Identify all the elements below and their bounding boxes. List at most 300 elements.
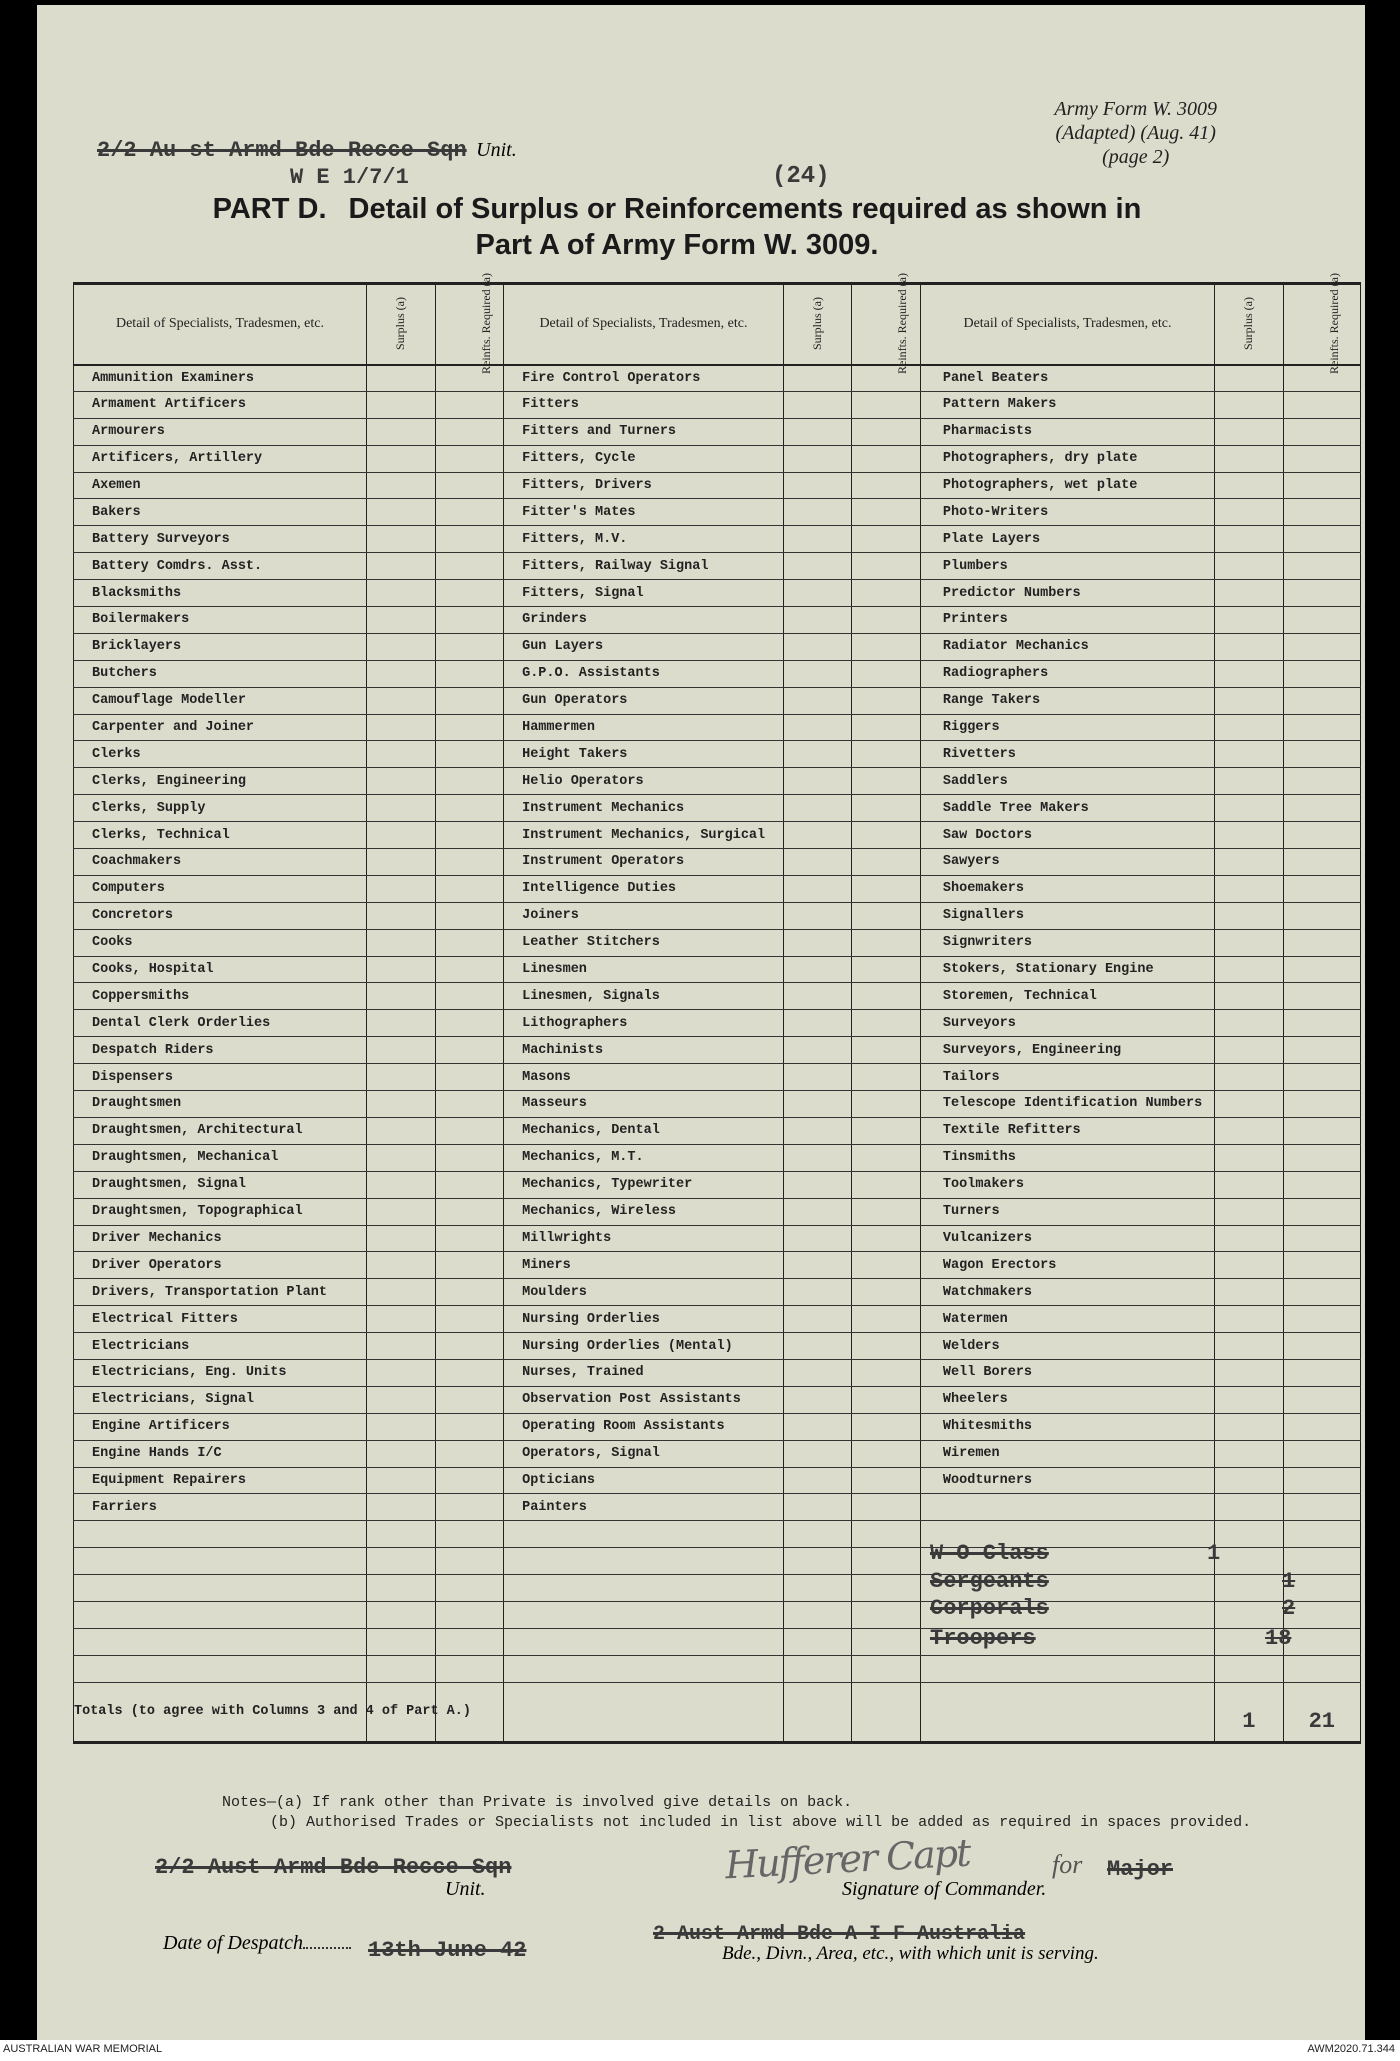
reinfts-cell[interactable] (1283, 365, 1360, 392)
blank-cell[interactable] (74, 1655, 367, 1682)
surplus-cell[interactable] (367, 1440, 436, 1467)
reinfts-cell[interactable] (1283, 795, 1360, 822)
surplus-cell[interactable] (783, 633, 852, 660)
reinfts-cell[interactable] (1283, 1279, 1360, 1306)
reinfts-cell[interactable] (435, 795, 504, 822)
reinfts-cell[interactable] (1283, 1306, 1360, 1333)
reinfts-cell[interactable] (435, 1386, 504, 1413)
surplus-cell[interactable] (783, 1064, 852, 1091)
surplus-cell[interactable] (367, 875, 436, 902)
surplus-cell[interactable] (783, 875, 852, 902)
reinfts-cell[interactable] (852, 795, 921, 822)
surplus-cell[interactable] (1215, 633, 1284, 660)
surplus-cell[interactable] (1215, 472, 1284, 499)
reinfts-cell[interactable] (1283, 875, 1360, 902)
reinfts-cell[interactable] (1283, 1171, 1360, 1198)
surplus-cell[interactable] (1215, 1037, 1284, 1064)
reinfts-cell[interactable] (435, 687, 504, 714)
surplus-cell[interactable] (783, 1386, 852, 1413)
blank-cell[interactable] (852, 1548, 921, 1575)
surplus-cell[interactable] (1215, 1467, 1284, 1494)
reinfts-cell[interactable] (435, 849, 504, 876)
reinfts-cell[interactable] (435, 902, 504, 929)
surplus-cell[interactable] (1215, 526, 1284, 553)
surplus-cell[interactable] (783, 1010, 852, 1037)
surplus-cell[interactable] (1215, 795, 1284, 822)
surplus-cell[interactable] (783, 1413, 852, 1440)
blank-cell[interactable] (852, 1521, 921, 1548)
reinfts-cell[interactable] (1283, 472, 1360, 499)
surplus-cell[interactable] (367, 983, 436, 1010)
reinfts-cell[interactable] (1283, 660, 1360, 687)
blank-cell[interactable] (435, 1628, 504, 1655)
reinfts-cell[interactable] (852, 607, 921, 634)
surplus-cell[interactable] (783, 499, 852, 526)
reinfts-cell[interactable] (852, 1091, 921, 1118)
reinfts-cell[interactable] (1283, 768, 1360, 795)
surplus-cell[interactable] (783, 526, 852, 553)
reinfts-cell[interactable] (435, 418, 504, 445)
reinfts-cell[interactable] (1283, 1252, 1360, 1279)
surplus-cell[interactable] (1215, 902, 1284, 929)
reinfts-cell[interactable] (852, 714, 921, 741)
reinfts-cell[interactable] (435, 1010, 504, 1037)
surplus-cell[interactable] (1215, 445, 1284, 472)
reinfts-cell[interactable] (435, 1171, 504, 1198)
surplus-cell[interactable] (783, 1306, 852, 1333)
surplus-cell[interactable] (783, 795, 852, 822)
surplus-cell[interactable] (1215, 1333, 1284, 1360)
blank-cell[interactable] (1283, 1521, 1360, 1548)
reinfts-cell[interactable] (852, 1386, 921, 1413)
blank-cell[interactable] (504, 1628, 784, 1655)
surplus-cell[interactable] (1215, 1413, 1284, 1440)
reinfts-cell[interactable] (435, 1467, 504, 1494)
reinfts-cell[interactable] (1283, 499, 1360, 526)
reinfts-cell[interactable] (435, 365, 504, 392)
blank-cell[interactable] (74, 1575, 367, 1602)
reinfts-cell[interactable] (852, 741, 921, 768)
blank-cell[interactable] (367, 1521, 436, 1548)
surplus-cell[interactable] (1215, 849, 1284, 876)
reinfts-cell[interactable] (435, 526, 504, 553)
reinfts-cell[interactable] (435, 633, 504, 660)
surplus-cell[interactable] (367, 1037, 436, 1064)
surplus-cell[interactable] (367, 1306, 436, 1333)
surplus-cell[interactable] (1215, 1010, 1284, 1037)
reinfts-cell[interactable] (852, 580, 921, 607)
reinfts-cell[interactable] (852, 1440, 921, 1467)
surplus-cell[interactable] (1215, 391, 1284, 418)
reinfts-cell[interactable] (1283, 1117, 1360, 1144)
reinfts-cell[interactable] (1283, 1386, 1360, 1413)
reinfts-cell[interactable] (852, 1225, 921, 1252)
reinfts-cell[interactable] (435, 1064, 504, 1091)
blank-cell[interactable] (367, 1601, 436, 1628)
surplus-cell[interactable] (783, 660, 852, 687)
blank-cell[interactable] (852, 1655, 921, 1682)
surplus-cell[interactable] (367, 553, 436, 580)
reinfts-cell[interactable] (852, 875, 921, 902)
surplus-cell[interactable] (1215, 553, 1284, 580)
blank-cell[interactable] (783, 1521, 852, 1548)
reinfts-cell[interactable] (435, 445, 504, 472)
reinfts-cell[interactable] (1283, 1413, 1360, 1440)
surplus-cell[interactable] (367, 1198, 436, 1225)
blank-cell[interactable] (504, 1655, 784, 1682)
reinfts-cell[interactable] (852, 1333, 921, 1360)
reinfts-cell[interactable] (435, 768, 504, 795)
surplus-cell[interactable] (367, 365, 436, 392)
reinfts-cell[interactable] (852, 1064, 921, 1091)
surplus-cell[interactable] (783, 391, 852, 418)
reinfts-cell[interactable] (1283, 714, 1360, 741)
surplus-cell[interactable] (1215, 741, 1284, 768)
surplus-cell[interactable] (1215, 875, 1284, 902)
surplus-cell[interactable] (783, 714, 852, 741)
surplus-cell[interactable] (783, 822, 852, 849)
reinfts-cell[interactable] (435, 553, 504, 580)
surplus-cell[interactable] (367, 633, 436, 660)
reinfts-cell[interactable] (435, 1037, 504, 1064)
blank-cell[interactable] (920, 1655, 1214, 1682)
blank-cell[interactable] (783, 1655, 852, 1682)
reinfts-cell[interactable] (435, 1144, 504, 1171)
reinfts-cell[interactable] (1283, 580, 1360, 607)
reinfts-cell[interactable] (852, 956, 921, 983)
reinfts-cell[interactable] (435, 875, 504, 902)
reinfts-cell[interactable] (1283, 822, 1360, 849)
surplus-cell[interactable] (367, 902, 436, 929)
blank-cell[interactable] (504, 1575, 784, 1602)
surplus-cell[interactable] (1215, 1171, 1284, 1198)
reinfts-cell[interactable] (1283, 391, 1360, 418)
blank-cell[interactable] (1215, 1655, 1284, 1682)
reinfts-cell[interactable] (435, 660, 504, 687)
surplus-cell[interactable] (1215, 929, 1284, 956)
surplus-cell[interactable] (367, 795, 436, 822)
surplus-cell[interactable] (783, 929, 852, 956)
surplus-cell[interactable] (783, 553, 852, 580)
surplus-cell[interactable] (367, 956, 436, 983)
surplus-cell[interactable] (1215, 1091, 1284, 1118)
blank-cell[interactable] (367, 1548, 436, 1575)
surplus-cell[interactable] (367, 1467, 436, 1494)
surplus-cell[interactable] (1215, 1252, 1284, 1279)
surplus-cell[interactable] (367, 1091, 436, 1118)
surplus-cell[interactable] (783, 741, 852, 768)
reinfts-cell[interactable] (852, 1198, 921, 1225)
reinfts-cell[interactable] (1283, 929, 1360, 956)
reinfts-cell[interactable] (852, 849, 921, 876)
surplus-cell[interactable] (367, 1117, 436, 1144)
blank-cell[interactable] (435, 1521, 504, 1548)
surplus-cell[interactable] (367, 714, 436, 741)
reinfts-cell[interactable] (1283, 1010, 1360, 1037)
reinfts-cell[interactable] (435, 1225, 504, 1252)
surplus-cell[interactable] (1215, 956, 1284, 983)
surplus-cell[interactable] (1215, 1279, 1284, 1306)
blank-cell[interactable] (1215, 1521, 1284, 1548)
reinfts-cell[interactable] (852, 499, 921, 526)
surplus-cell[interactable] (367, 391, 436, 418)
reinfts-cell[interactable] (852, 553, 921, 580)
reinfts-cell[interactable] (435, 607, 504, 634)
reinfts-cell[interactable] (852, 1359, 921, 1386)
blank-cell[interactable] (1215, 1548, 1284, 1575)
blank-cell[interactable] (74, 1548, 367, 1575)
surplus-cell[interactable] (367, 1359, 436, 1386)
reinfts-cell[interactable] (435, 983, 504, 1010)
reinfts-cell[interactable] (1283, 1037, 1360, 1064)
reinfts-cell[interactable] (1283, 849, 1360, 876)
blank-cell[interactable] (435, 1601, 504, 1628)
surplus-cell[interactable] (1215, 418, 1284, 445)
reinfts-cell[interactable] (1283, 1064, 1360, 1091)
surplus-cell[interactable] (367, 1386, 436, 1413)
blank-cell[interactable] (852, 1628, 921, 1655)
surplus-cell[interactable] (783, 687, 852, 714)
reinfts-cell[interactable] (852, 687, 921, 714)
blank-cell[interactable] (367, 1628, 436, 1655)
reinfts-cell[interactable] (435, 822, 504, 849)
blank-cell[interactable] (435, 1548, 504, 1575)
reinfts-cell[interactable] (852, 1467, 921, 1494)
reinfts-cell[interactable] (1283, 1440, 1360, 1467)
reinfts-cell[interactable] (1283, 687, 1360, 714)
surplus-cell[interactable] (783, 1359, 852, 1386)
reinfts-cell[interactable] (852, 902, 921, 929)
blank-cell[interactable] (783, 1548, 852, 1575)
reinfts-cell[interactable] (852, 365, 921, 392)
surplus-cell[interactable] (367, 849, 436, 876)
reinfts-cell[interactable] (435, 1198, 504, 1225)
surplus-cell[interactable] (783, 1440, 852, 1467)
surplus-cell[interactable] (367, 445, 436, 472)
surplus-cell[interactable] (783, 1117, 852, 1144)
reinfts-cell[interactable] (1283, 1359, 1360, 1386)
reinfts-cell[interactable] (852, 660, 921, 687)
surplus-cell[interactable] (783, 956, 852, 983)
reinfts-cell[interactable] (1283, 741, 1360, 768)
surplus-cell[interactable] (1215, 1359, 1284, 1386)
surplus-cell[interactable] (367, 472, 436, 499)
reinfts-cell[interactable] (852, 633, 921, 660)
surplus-cell[interactable] (367, 526, 436, 553)
reinfts-cell[interactable] (435, 1440, 504, 1467)
reinfts-cell[interactable] (435, 1091, 504, 1118)
surplus-cell[interactable] (367, 1171, 436, 1198)
surplus-cell[interactable] (783, 445, 852, 472)
reinfts-cell[interactable] (852, 1413, 921, 1440)
reinfts-cell[interactable] (435, 929, 504, 956)
surplus-cell[interactable] (1215, 607, 1284, 634)
surplus-cell[interactable] (1215, 822, 1284, 849)
surplus-cell[interactable] (783, 365, 852, 392)
surplus-cell[interactable] (783, 1467, 852, 1494)
reinfts-cell[interactable] (1283, 418, 1360, 445)
blank-cell[interactable] (504, 1601, 784, 1628)
blank-cell[interactable] (1215, 1575, 1284, 1602)
surplus-cell[interactable] (783, 1171, 852, 1198)
blank-cell[interactable] (1283, 1628, 1360, 1655)
blank-cell[interactable] (435, 1655, 504, 1682)
reinfts-cell[interactable] (435, 1359, 504, 1386)
surplus-cell[interactable] (1215, 983, 1284, 1010)
blank-cell[interactable] (1283, 1655, 1360, 1682)
reinfts-cell[interactable] (852, 526, 921, 553)
blank-cell[interactable] (435, 1575, 504, 1602)
surplus-cell[interactable] (367, 1252, 436, 1279)
reinfts-cell[interactable] (435, 714, 504, 741)
reinfts-cell[interactable] (852, 445, 921, 472)
surplus-cell[interactable] (783, 1333, 852, 1360)
surplus-cell[interactable] (1215, 687, 1284, 714)
reinfts-cell[interactable] (1283, 1225, 1360, 1252)
reinfts-cell[interactable] (852, 929, 921, 956)
reinfts-cell[interactable] (852, 1494, 921, 1521)
surplus-cell[interactable] (783, 902, 852, 929)
surplus-cell[interactable] (783, 1091, 852, 1118)
surplus-cell[interactable] (367, 1010, 436, 1037)
reinfts-cell[interactable] (1283, 902, 1360, 929)
reinfts-cell[interactable] (1283, 983, 1360, 1010)
surplus-cell[interactable] (1215, 499, 1284, 526)
reinfts-cell[interactable] (852, 391, 921, 418)
surplus-cell[interactable] (367, 741, 436, 768)
surplus-cell[interactable] (1215, 1494, 1284, 1521)
reinfts-cell[interactable] (1283, 607, 1360, 634)
reinfts-cell[interactable] (852, 1010, 921, 1037)
surplus-cell[interactable] (783, 983, 852, 1010)
surplus-cell[interactable] (1215, 1064, 1284, 1091)
blank-cell[interactable] (367, 1575, 436, 1602)
blank-cell[interactable] (74, 1628, 367, 1655)
surplus-cell[interactable] (783, 580, 852, 607)
surplus-cell[interactable] (783, 1037, 852, 1064)
surplus-cell[interactable] (367, 607, 436, 634)
surplus-cell[interactable] (783, 849, 852, 876)
surplus-cell[interactable] (783, 768, 852, 795)
blank-cell[interactable] (367, 1655, 436, 1682)
blank-cell[interactable] (504, 1521, 784, 1548)
surplus-cell[interactable] (367, 1413, 436, 1440)
reinfts-cell[interactable] (852, 472, 921, 499)
surplus-cell[interactable] (783, 418, 852, 445)
surplus-cell[interactable] (1215, 1225, 1284, 1252)
reinfts-cell[interactable] (852, 418, 921, 445)
reinfts-cell[interactable] (852, 822, 921, 849)
reinfts-cell[interactable] (852, 983, 921, 1010)
reinfts-cell[interactable] (435, 1117, 504, 1144)
surplus-cell[interactable] (367, 660, 436, 687)
reinfts-cell[interactable] (1283, 553, 1360, 580)
surplus-cell[interactable] (783, 607, 852, 634)
surplus-cell[interactable] (367, 1333, 436, 1360)
reinfts-cell[interactable] (435, 956, 504, 983)
reinfts-cell[interactable] (1283, 526, 1360, 553)
reinfts-cell[interactable] (435, 1413, 504, 1440)
surplus-cell[interactable] (783, 1198, 852, 1225)
reinfts-cell[interactable] (852, 1171, 921, 1198)
reinfts-cell[interactable] (435, 580, 504, 607)
surplus-cell[interactable] (1215, 768, 1284, 795)
surplus-cell[interactable] (367, 1064, 436, 1091)
reinfts-cell[interactable] (435, 391, 504, 418)
reinfts-cell[interactable] (1283, 1467, 1360, 1494)
surplus-cell[interactable] (783, 1279, 852, 1306)
reinfts-cell[interactable] (852, 1279, 921, 1306)
surplus-cell[interactable] (367, 1225, 436, 1252)
reinfts-cell[interactable] (1283, 956, 1360, 983)
blank-cell[interactable] (783, 1575, 852, 1602)
surplus-cell[interactable] (367, 687, 436, 714)
surplus-cell[interactable] (783, 1225, 852, 1252)
surplus-cell[interactable] (1215, 1386, 1284, 1413)
surplus-cell[interactable] (367, 768, 436, 795)
surplus-cell[interactable] (367, 1494, 436, 1521)
reinfts-cell[interactable] (852, 1306, 921, 1333)
reinfts-cell[interactable] (1283, 1198, 1360, 1225)
surplus-cell[interactable] (1215, 660, 1284, 687)
reinfts-cell[interactable] (1283, 633, 1360, 660)
reinfts-cell[interactable] (435, 1252, 504, 1279)
blank-cell[interactable] (783, 1601, 852, 1628)
reinfts-cell[interactable] (1283, 1494, 1360, 1521)
surplus-cell[interactable] (1215, 714, 1284, 741)
surplus-cell[interactable] (1215, 1306, 1284, 1333)
reinfts-cell[interactable] (1283, 1333, 1360, 1360)
surplus-cell[interactable] (783, 1494, 852, 1521)
surplus-cell[interactable] (367, 580, 436, 607)
surplus-cell[interactable] (1215, 580, 1284, 607)
reinfts-cell[interactable] (435, 741, 504, 768)
reinfts-cell[interactable] (852, 1117, 921, 1144)
surplus-cell[interactable] (367, 418, 436, 445)
reinfts-cell[interactable] (852, 768, 921, 795)
surplus-cell[interactable] (367, 929, 436, 956)
surplus-cell[interactable] (367, 499, 436, 526)
reinfts-cell[interactable] (435, 472, 504, 499)
reinfts-cell[interactable] (435, 1494, 504, 1521)
surplus-cell[interactable] (783, 1144, 852, 1171)
surplus-cell[interactable] (1215, 1117, 1284, 1144)
blank-cell[interactable] (852, 1575, 921, 1602)
reinfts-cell[interactable] (1283, 1091, 1360, 1118)
reinfts-cell[interactable] (852, 1037, 921, 1064)
reinfts-cell[interactable] (1283, 445, 1360, 472)
surplus-cell[interactable] (1215, 1440, 1284, 1467)
surplus-cell[interactable] (1215, 365, 1284, 392)
reinfts-cell[interactable] (852, 1252, 921, 1279)
blank-cell[interactable] (783, 1628, 852, 1655)
surplus-cell[interactable] (367, 822, 436, 849)
reinfts-cell[interactable] (1283, 1144, 1360, 1171)
surplus-cell[interactable] (367, 1144, 436, 1171)
reinfts-cell[interactable] (852, 1144, 921, 1171)
surplus-cell[interactable] (1215, 1198, 1284, 1225)
surplus-cell[interactable] (1215, 1144, 1284, 1171)
surplus-cell[interactable] (783, 472, 852, 499)
surplus-cell[interactable] (367, 1279, 436, 1306)
reinfts-cell[interactable] (435, 1333, 504, 1360)
reinfts-cell[interactable] (435, 1306, 504, 1333)
blank-cell[interactable] (852, 1601, 921, 1628)
blank-cell[interactable] (74, 1521, 367, 1548)
reinfts-cell[interactable] (435, 1279, 504, 1306)
reinfts-cell[interactable] (435, 499, 504, 526)
blank-cell[interactable] (74, 1601, 367, 1628)
